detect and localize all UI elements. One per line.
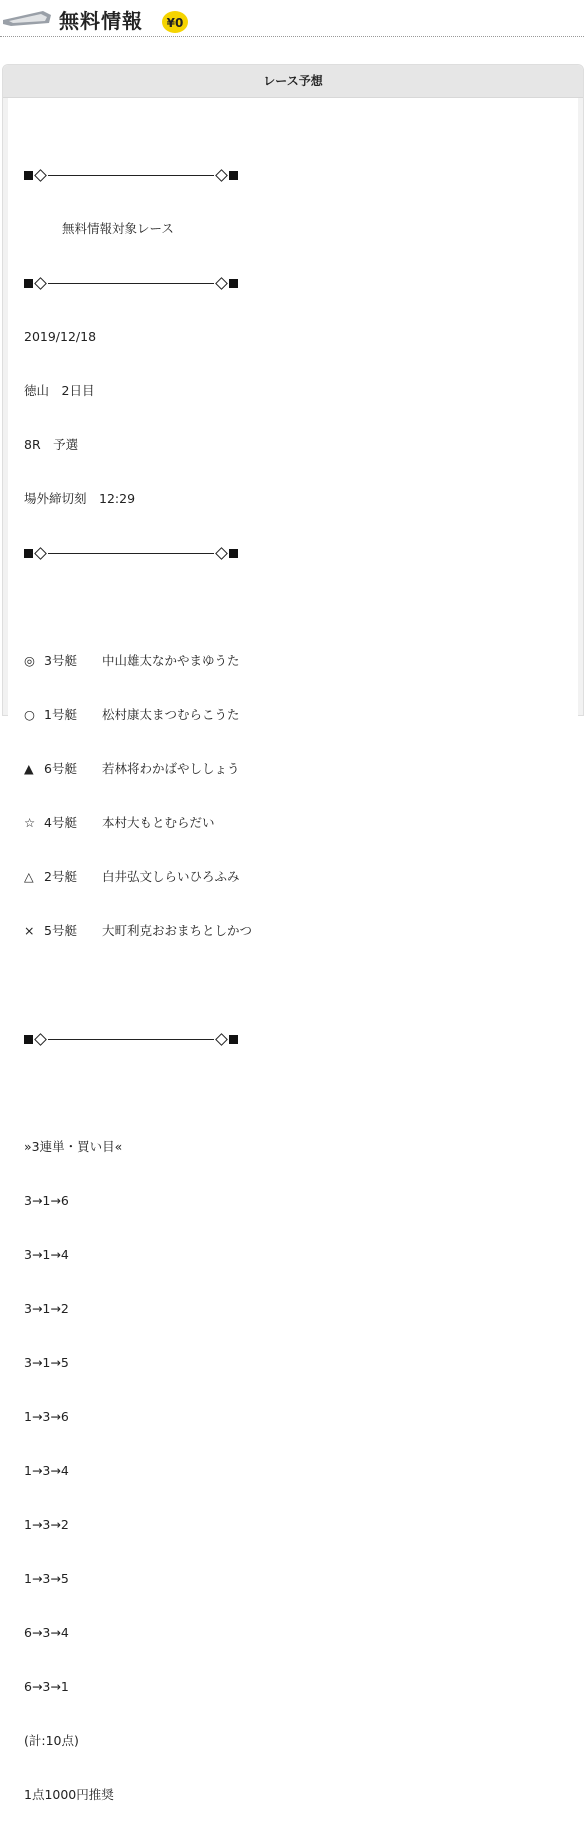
divider — [24, 1030, 252, 1048]
pick-boat: 6号艇 — [44, 761, 77, 776]
pick-racer: 若林将わかばやししょう — [102, 761, 240, 776]
pick-racer: 大町利克おおまちとしかつ — [102, 923, 253, 938]
yen-badge-icon — [161, 10, 189, 34]
race-venue: 徳山 2日目 — [24, 383, 95, 398]
pick-racer: 中山雄太なかやまゆうた — [102, 653, 240, 668]
bet-combo: 3→1→6 — [24, 1193, 69, 1208]
race-name: 8R 予選 — [24, 437, 79, 452]
bet-combo: 1→3→5 — [24, 1571, 69, 1586]
pick-mark: ▲ — [24, 761, 34, 776]
pick-row — [24, 868, 252, 886]
pick-mark: ○ — [24, 707, 35, 722]
bet-combo: 6→3→1 — [24, 1679, 69, 1694]
panel-body — [8, 98, 578, 1802]
pick-boat: 1号艇 — [44, 707, 77, 722]
pick-mark: ☆ — [24, 815, 36, 830]
bets-heading: »3連単・買い目« — [24, 1139, 123, 1154]
pick-row — [24, 922, 252, 940]
divider — [24, 166, 252, 184]
panel-title: レース予想 — [3, 65, 583, 98]
race-heading: 無料情報対象レース — [62, 221, 174, 236]
pick-racer: 白井弘文しらいひろふみ — [102, 869, 240, 884]
flag-icon — [3, 9, 51, 27]
bet-combo: 3→1→4 — [24, 1247, 69, 1262]
pick-mark: △ — [24, 869, 34, 884]
pick-boat: 2号艇 — [44, 869, 77, 884]
pick-mark: ◎ — [24, 653, 35, 668]
page-title: 無料情報 — [59, 9, 143, 33]
page-header — [0, 0, 584, 37]
pick-row — [24, 652, 252, 670]
pick-racer: 松村康太まつむらこうた — [102, 707, 240, 722]
pick-row — [24, 706, 252, 724]
bet-combo: 6→3→4 — [24, 1625, 69, 1640]
pick-boat: 5号艇 — [44, 923, 77, 938]
bet-combo: 1→3→6 — [24, 1409, 69, 1424]
bet-combo: 1→3→2 — [24, 1517, 69, 1532]
pick-boat: 3号艇 — [44, 653, 77, 668]
bets-recommend: 1点1000円推奨 — [24, 1787, 114, 1802]
divider — [24, 544, 252, 562]
bet-combo: 1→3→4 — [24, 1463, 69, 1478]
pick-mark: × — [24, 923, 35, 938]
pick-row — [24, 760, 252, 778]
bet-combo: 3→1→5 — [24, 1355, 69, 1370]
pick-boat: 4号艇 — [44, 815, 77, 830]
race-date: 2019/12/18 — [24, 329, 97, 344]
bet-combo: 3→1→2 — [24, 1301, 69, 1316]
badge-text: ¥0 — [166, 16, 184, 30]
divider — [24, 274, 252, 292]
bets-total: (計:10点) — [24, 1733, 79, 1748]
prediction-content — [24, 130, 252, 1840]
race-prediction-panel — [2, 64, 584, 1802]
pick-racer: 本村大もとむらだい — [102, 815, 215, 830]
race-deadline: 場外締切刻 12:29 — [24, 491, 136, 506]
pick-row — [24, 814, 252, 832]
